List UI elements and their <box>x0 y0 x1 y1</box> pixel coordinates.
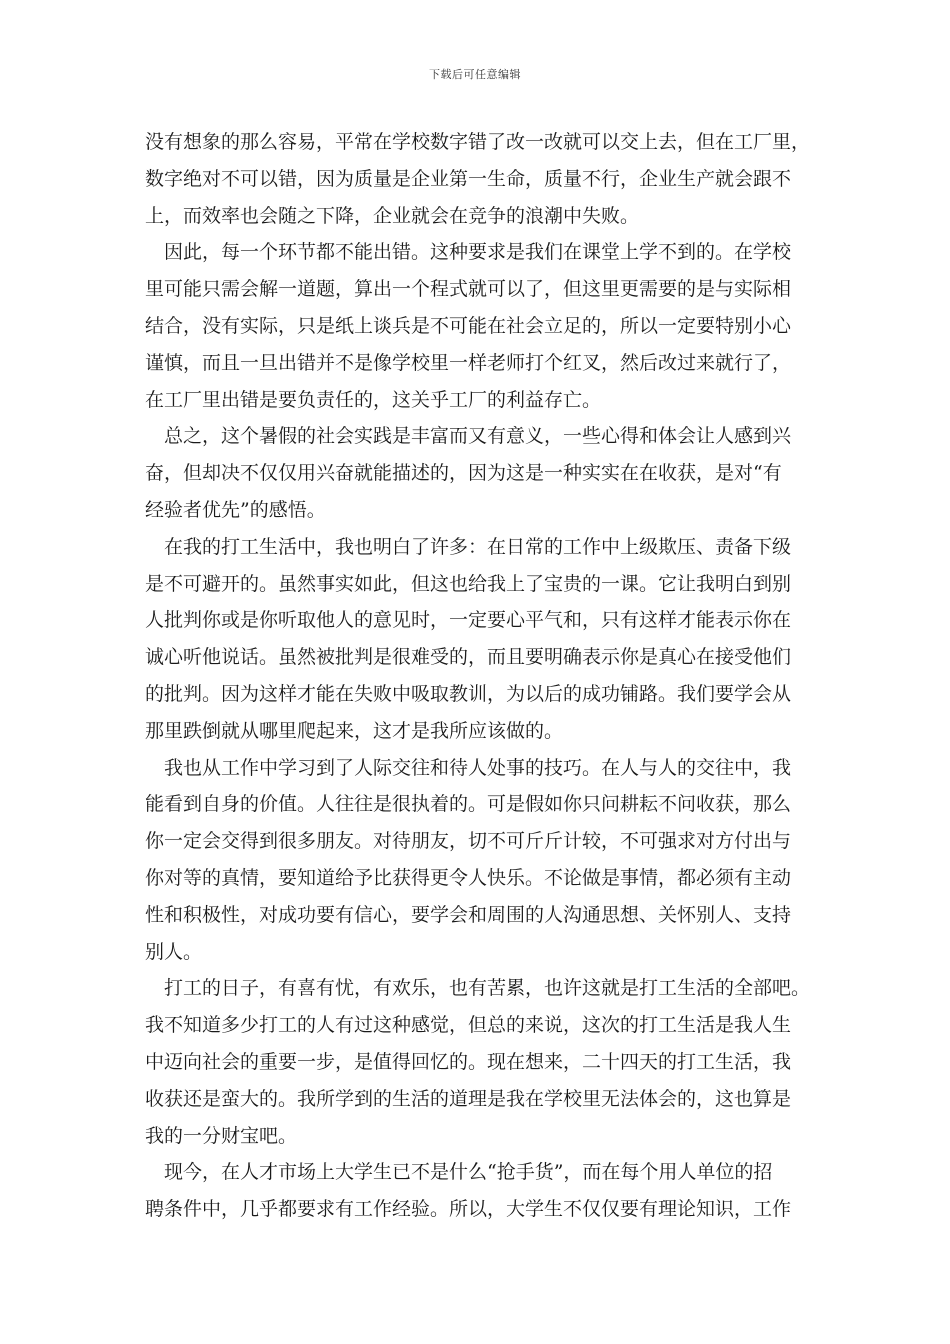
text-line: 我的一分财宝吧。 <box>145 1124 298 1147</box>
paragraph <box>145 418 817 528</box>
text-line: 我也从工作中学习到了人际交往和待人处事的技巧。在人与人的交往中，我 <box>145 756 792 779</box>
text-line: 那里跌倒就从哪里爬起来，这才是我所应该做的。 <box>145 719 564 742</box>
text-line: 因此，每一个环节都不能出错。这种要求是我们在课堂上学不到的。在学校 <box>145 241 792 264</box>
text-line: 人批判你或是你听取他人的意见时，一定要心平气和，只有这样才能表示你在 <box>145 609 792 632</box>
text-line: 中迈向社会的重要一步，是值得回忆的。现在想来，二十四天的打工生活，我 <box>145 1050 792 1073</box>
text-line: 是不可避开的。虽然事实如此，但这也给我上了宝贵的一课。它让我明白到别 <box>145 572 792 595</box>
text-line: 总之，这个暑假的社会实践是丰富而又有意义，一些心得和体会让人感到兴 <box>145 425 792 448</box>
text-line: 性和积极性，对成功要有信心，要学会和周围的人沟通思想、关怀别人、支持 <box>145 903 792 926</box>
text-line: 能看到自身的价值。人往往是很执着的。可是假如你只问耕耘不问收获，那么 <box>145 793 792 816</box>
paragraph <box>145 970 817 1154</box>
text-line: 没有想象的那么容易，平常在学校数字错了改一改就可以交上去，但在工厂里， <box>145 131 811 153</box>
text-line: 的批判。因为这样才能在失败中吸取教训，为以后的成功铺路。我们要学会从 <box>145 682 792 705</box>
text-line: 打工的日子，有喜有忧，有欢乐，也有苦累，也许这就是打工生活的全部吧。 <box>145 977 811 1000</box>
text-line: 你一定会交得到很多朋友。对待朋友，切不可斤斤计较，不可强求对方付出与 <box>145 830 792 853</box>
text-line: 现今，在人才市场上大学生已不是什么“抢手货”，而在每个用人单位的招 <box>145 1161 773 1184</box>
text-line: 收获还是蛮大的。我所学到的生活的道理是我在学校里无法体会的，这也算是 <box>145 1087 792 1110</box>
text-line: 在工厂里出错是要负责任的，这关乎工厂的利益存亡。 <box>145 388 602 411</box>
paragraph <box>145 124 817 234</box>
text-line: 里可能只需会解一道题，算出一个程式就可以了，但这里更需要的是与实际相 <box>145 278 792 301</box>
paragraph <box>145 1154 817 1228</box>
text-line: 谨慎，而且一旦出错并不是像学校里一样老师打个红叉，然后改过来就行了， <box>145 351 792 374</box>
text-line: 经验者优先”的感悟。 <box>145 498 326 521</box>
paragraph <box>145 234 817 418</box>
paragraph <box>145 750 817 971</box>
page-header: 下载后可任意编辑 <box>429 68 521 81</box>
text-line: 诚心听他说话。虽然被批判是很难受的，而且要明确表示你是真心在接受他们 <box>145 646 792 669</box>
text-line: 数字绝对不可以错，因为质量是企业第一生命，质量不行，企业生产就会跟不 <box>145 167 792 190</box>
text-line: 聘条件中，几乎都要求有工作经验。所以，大学生不仅仅要有理论知识，工作 <box>145 1198 792 1221</box>
text-line: 你对等的真情，要知道给予比获得更令人快乐。不论做是事情，都必须有主动 <box>145 866 792 889</box>
text-line: 奋，但却决不仅仅用兴奋就能描述的，因为这是一种实实在在收获，是对“有 <box>145 462 782 485</box>
text-line: 在我的打工生活中，我也明白了许多：在日常的工作中上级欺压、责备下级 <box>145 535 792 558</box>
paragraph <box>145 529 817 750</box>
text-line: 我不知道多少打工的人有过这种感觉，但总的来说，这次的打工生活是我人生 <box>145 1014 792 1037</box>
text-line: 别人。 <box>145 940 203 963</box>
body-text <box>145 124 817 1228</box>
text-line: 结合，没有实际，只是纸上谈兵是不可能在社会立足的，所以一定要特别小心 <box>145 314 792 337</box>
text-line: 上，而效率也会随之下降，企业就会在竞争的浪潮中失败。 <box>145 204 640 227</box>
